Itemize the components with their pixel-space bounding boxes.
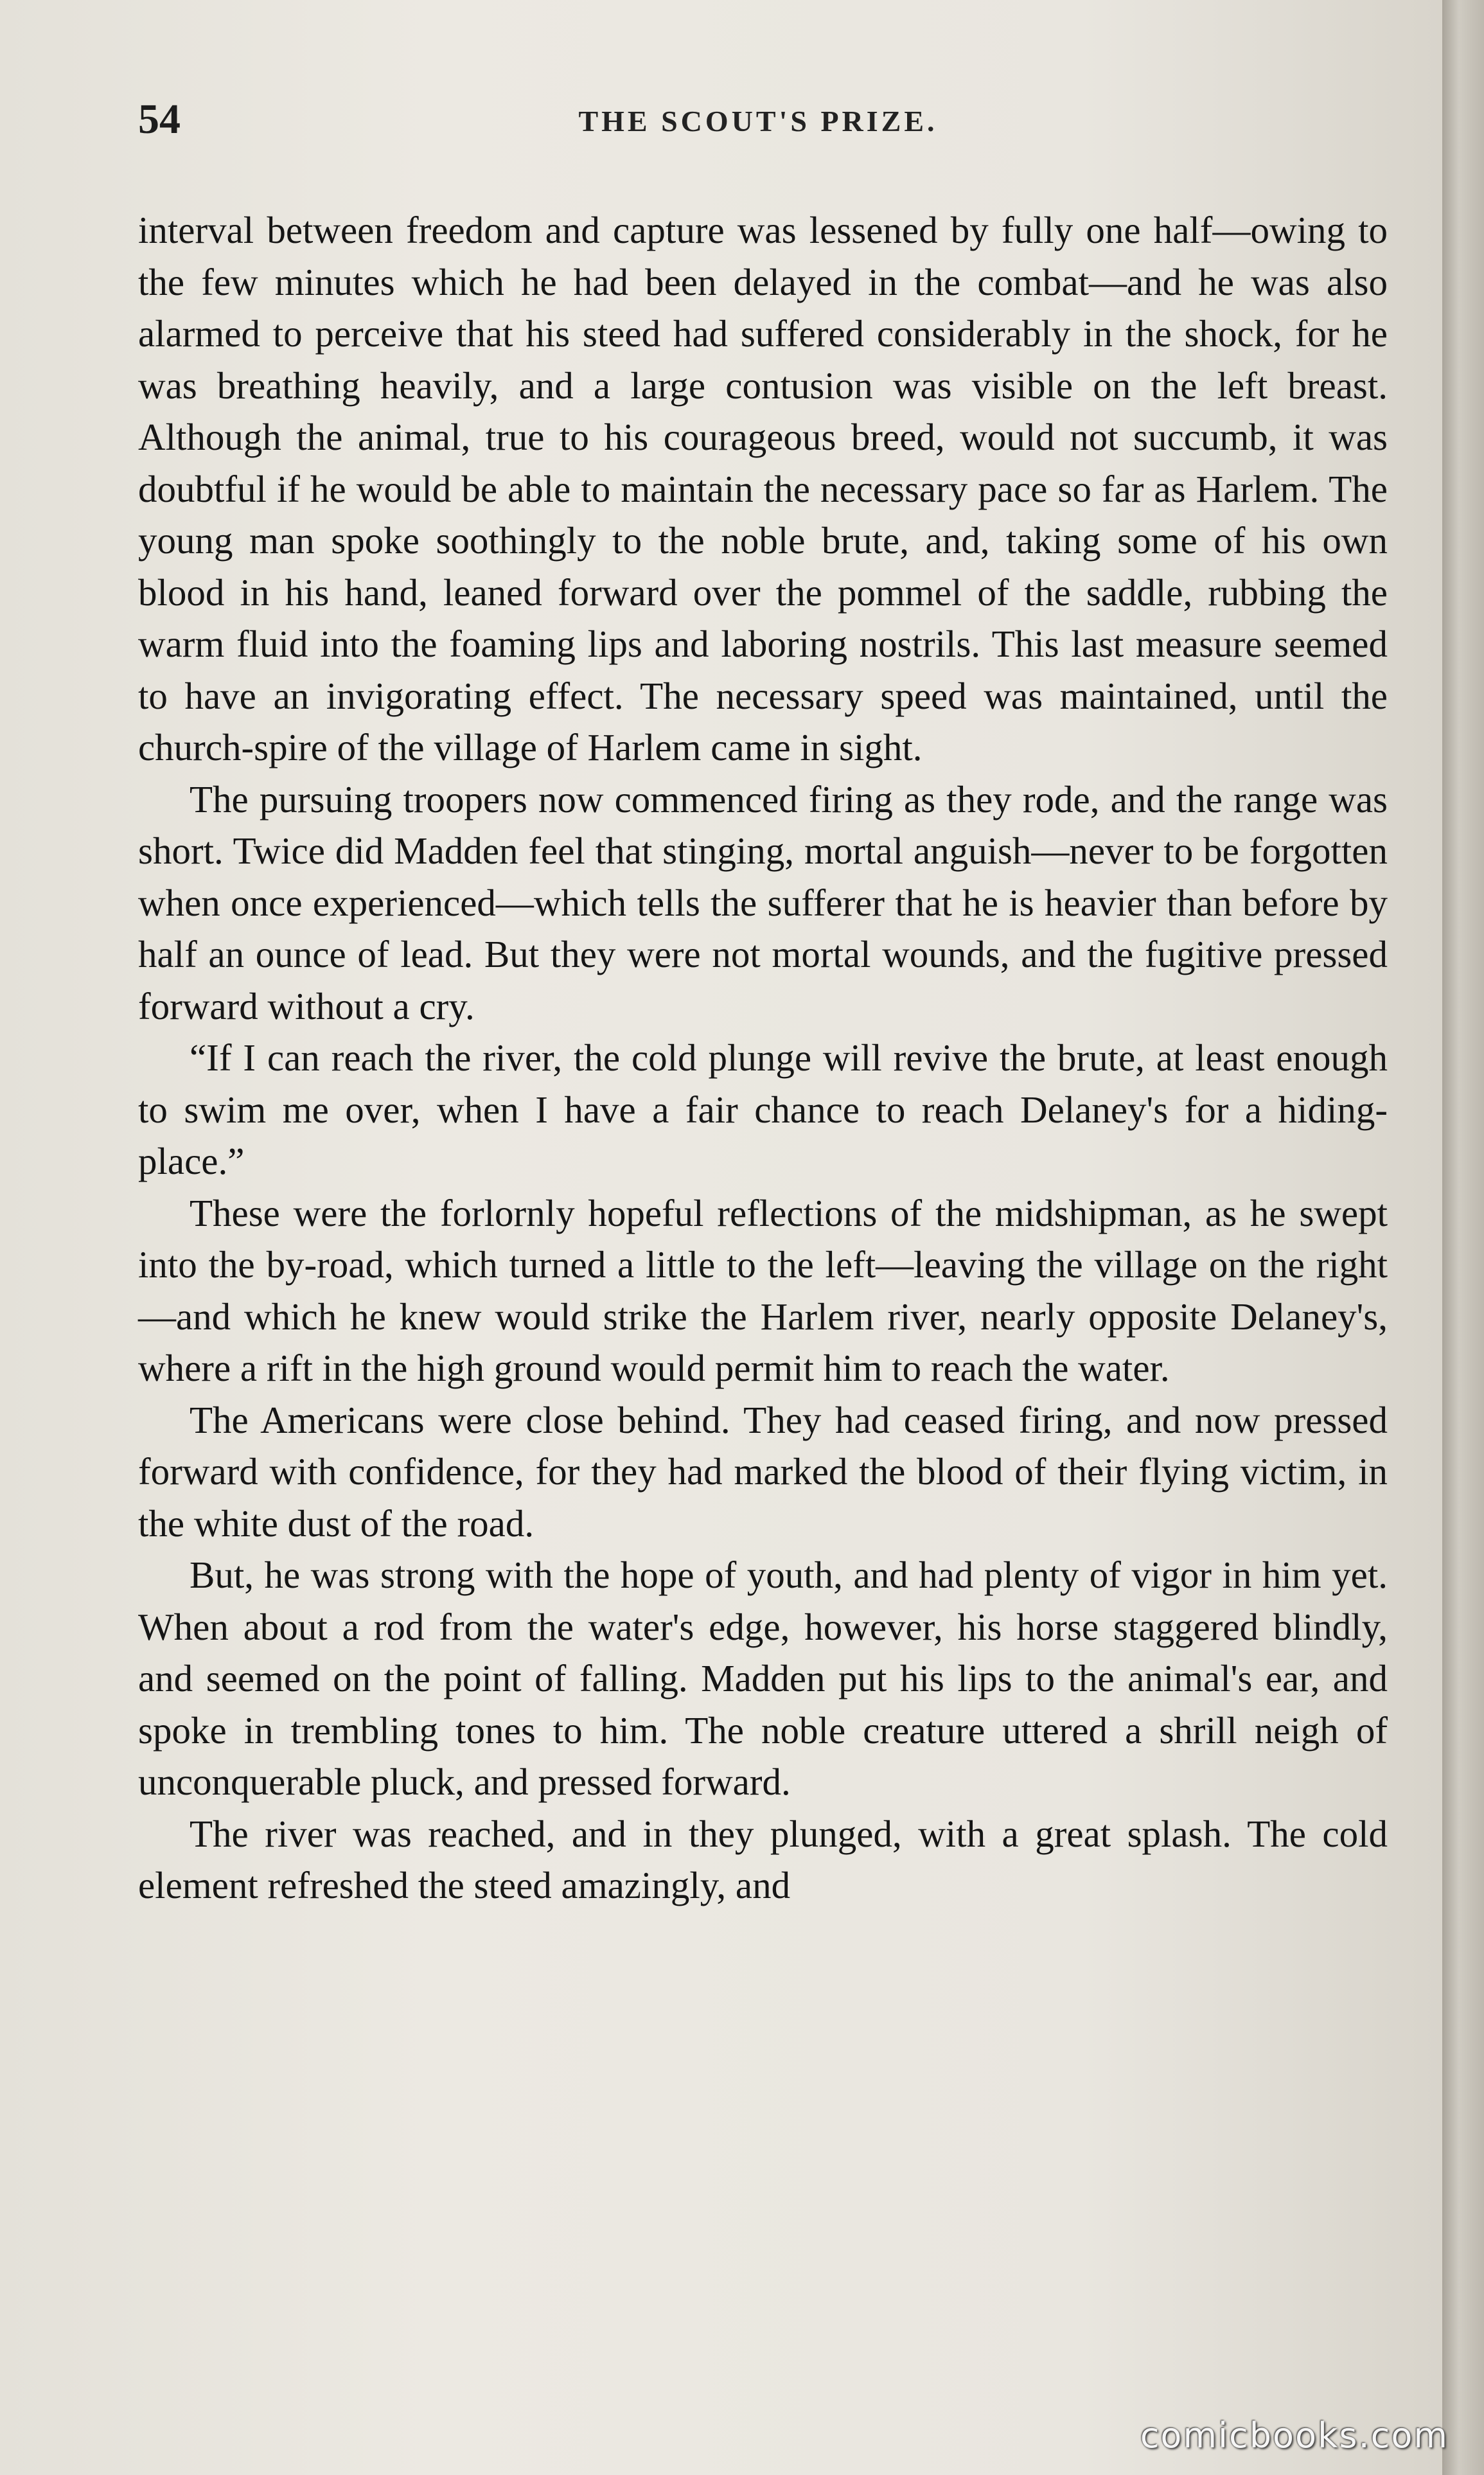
page-edge: [1442, 0, 1484, 2475]
body-text: [138, 204, 1388, 1912]
paragraph: These were the forlornly hopeful reflections of the midshipman, as he swept into the by-road, which turned a little to the left—leaving the village on the right—and which he knew would strike the Harlem river, nearly opposite Delaney's, where a rift in the high ground would permit him to reach the water.: [138, 1191, 1388, 1389]
paragraph: “If I can reach the river, the cold plunge will revive the brute, at least enough to swim me over, when I have a fair chance to reach Delaney's for a hiding-place.”: [138, 1036, 1388, 1182]
paragraph: The Americans were close behind. They had ceased firing, and now pressed forward with confidence, for they had marked the blood of their flying victim, in the white dust of the road.: [138, 1398, 1388, 1545]
paragraph: interval between freedom and capture was lessened by fully one half—owing to the few minutes which he had been delayed in the combat—and he was also alarmed to perceive that his steed had suffered considerably in the shock, for he was breathing heavily, and a large contusion was visible on the left breast. Although the animal, true to his courageous breed, would not succumb, it was doubtful if he would be able to maintain the necessary pace so far as Harlem. The young man spoke soothingly to the noble brute, and, taking some of his own blood in his hand, leaned forward over the pommel of the saddle, rubbing the warm fluid into the foaming lips and laboring nostrils. This last measure seemed to have an invigorating effect. The necessary speed was maintained, until the church-spire of the village of Harlem came in sight.: [138, 209, 1388, 768]
watermark: comicbooks.com: [1140, 2415, 1449, 2456]
paragraph: The river was reached, and in they plunged, with a great splash. The cold element refreshed the steed amazingly, and: [138, 1812, 1388, 1906]
paragraph: The pursuing troopers now commenced firing as they rode, and the range was short. Twice did Madden feel that stinging, mortal anguish—never to be forgotten when once experienced—which tells the sufferer that he is heavier than before by half an ounce of lead. But they were not mortal wounds, and the fugitive pressed forward without a cry.: [138, 777, 1388, 1027]
page-header: [138, 95, 1378, 153]
running-head: THE SCOUT'S PRIZE.: [578, 105, 938, 138]
page-number: 54: [138, 96, 181, 143]
paragraph: But, he was strong with the hope of youth, and had plenty of vigor in him yet. When about a rod from the water's edge, however, his horse staggered blindly, and seemed on the point of falling. Madden put his lips to the animal's ear, and spoke in trembling tones to him. The noble creature uttered a shrill neigh of unconquerable pluck, and pressed forward.: [138, 1554, 1388, 1803]
